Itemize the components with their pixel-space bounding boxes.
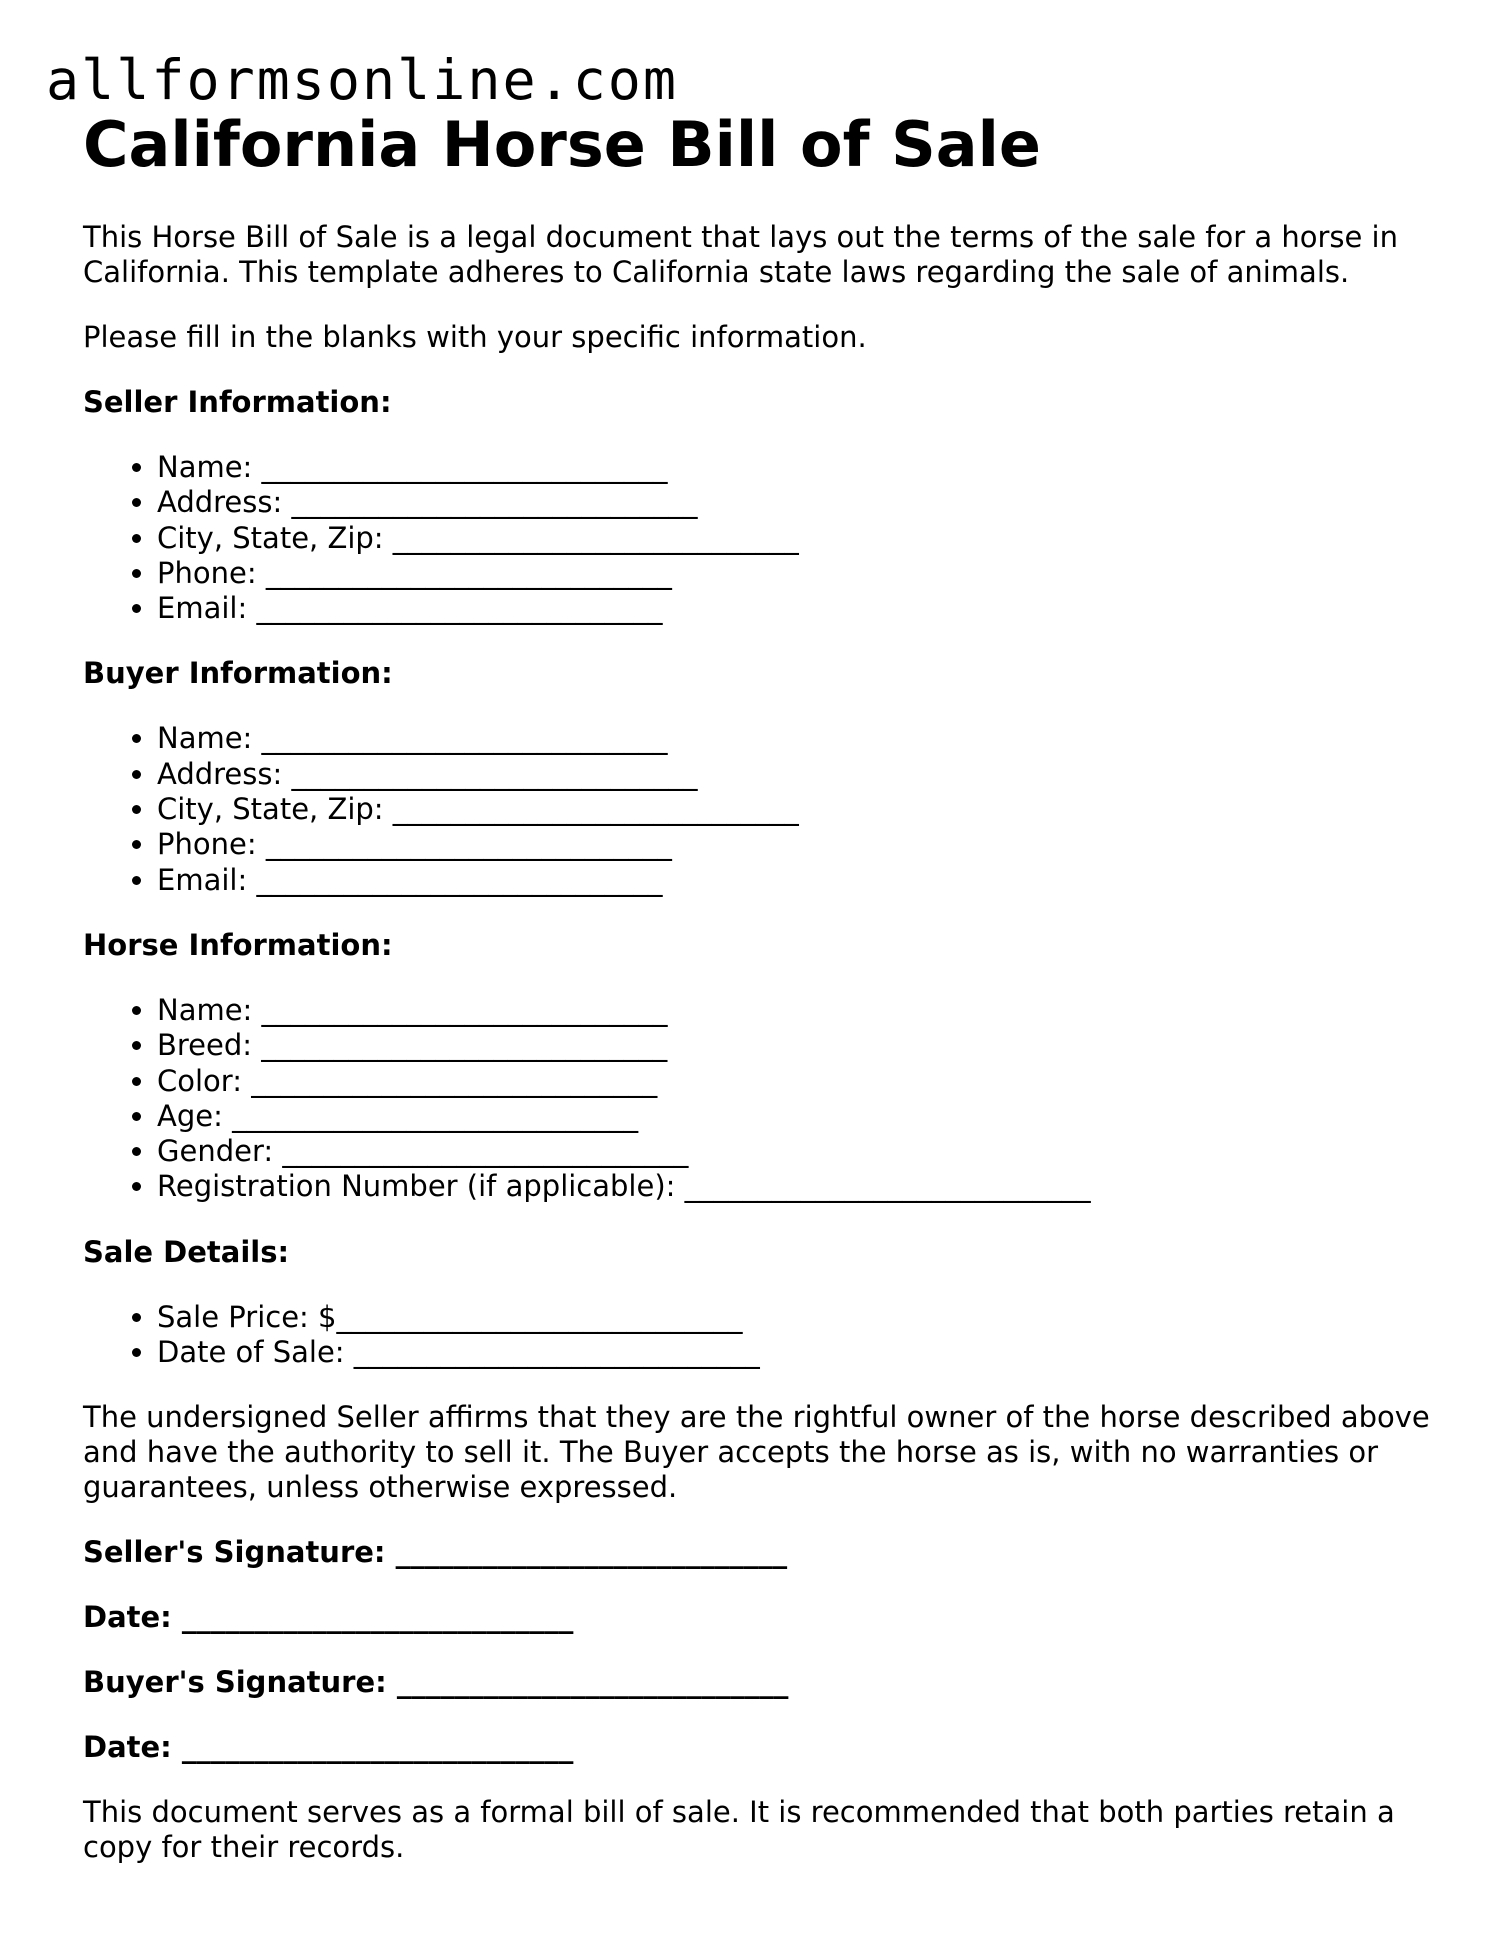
buyer-phone-field: • Phone: ____________________________ xyxy=(157,827,1443,862)
buyer-name-field: • Name: ____________________________ xyxy=(157,721,1443,756)
buyer-email-field: • Email: ____________________________ xyxy=(157,863,1443,898)
buyer-signature-line: Buyer's Signature: ___________________________ xyxy=(83,1665,789,1700)
seller-field-list xyxy=(83,450,1443,626)
horse-name-field: • Name: ____________________________ xyxy=(157,993,1443,1028)
horse-breed-field: • Breed: ____________________________ xyxy=(157,1028,1443,1063)
affirmation-paragraph: The undersigned Seller affirms that they are the rightful owner of the horse described above and have the authority to sell it. The Buyer accepts the horse as is, with no warranties or guarantees, unless otherwise expressed. xyxy=(83,1400,1430,1505)
sale-price-field: • Sale Price: $____________________________ xyxy=(157,1300,1443,1335)
horse-age-field: • Age: ____________________________ xyxy=(157,1099,1443,1134)
buyer-field-list xyxy=(83,721,1443,897)
seller-date-line: Date: ___________________________ xyxy=(83,1600,574,1635)
buyer-address-field: • Address: ____________________________ xyxy=(157,757,1443,792)
horse-gender-field: • Gender: ____________________________ xyxy=(157,1134,1443,1169)
sale-field-list xyxy=(83,1300,1443,1371)
sale-section-heading: Sale Details: xyxy=(83,1234,290,1269)
seller-city-state-zip-field: • City, State, Zip: ____________________________ xyxy=(157,521,1443,556)
intro-paragraph: This Horse Bill of Sale is a legal document that lays out the terms of the sale for a horse in California. This template adheres to California state laws regarding the sale of animals. xyxy=(83,220,1398,289)
seller-phone-field: • Phone: ____________________________ xyxy=(157,556,1443,591)
seller-signature-line: Seller's Signature: ___________________________ xyxy=(83,1535,788,1570)
instructions-paragraph: Please fill in the blanks with your specific information. xyxy=(83,320,867,354)
seller-address-field: • Address: ____________________________ xyxy=(157,485,1443,520)
buyer-city-state-zip-field: • City, State, Zip: ____________________________ xyxy=(157,792,1443,827)
horse-color-field: • Color: ____________________________ xyxy=(157,1064,1443,1099)
seller-section-heading: Seller Information: xyxy=(83,385,392,419)
horse-section-heading: Horse Information: xyxy=(83,927,393,962)
watermark: allformsonline.com xyxy=(46,48,679,112)
seller-email-field: • Email: ____________________________ xyxy=(157,591,1443,626)
document-body xyxy=(83,110,1443,1865)
page-title: California Horse Bill of Sale xyxy=(83,108,1041,181)
horse-field-list xyxy=(83,993,1443,1205)
sale-date-field: • Date of Sale: ____________________________ xyxy=(157,1335,1443,1370)
buyer-section-heading: Buyer Information: xyxy=(83,656,393,691)
buyer-date-line: Date: ___________________________ xyxy=(83,1730,574,1765)
seller-name-field: • Name: ____________________________ xyxy=(157,450,1443,485)
horse-registration-number-field: • Registration Number (if applicable): ____________________________ xyxy=(157,1169,1443,1204)
closing-paragraph: This document serves as a formal bill of sale. It is recommended that both parties retain a copy for their records. xyxy=(83,1795,1395,1865)
